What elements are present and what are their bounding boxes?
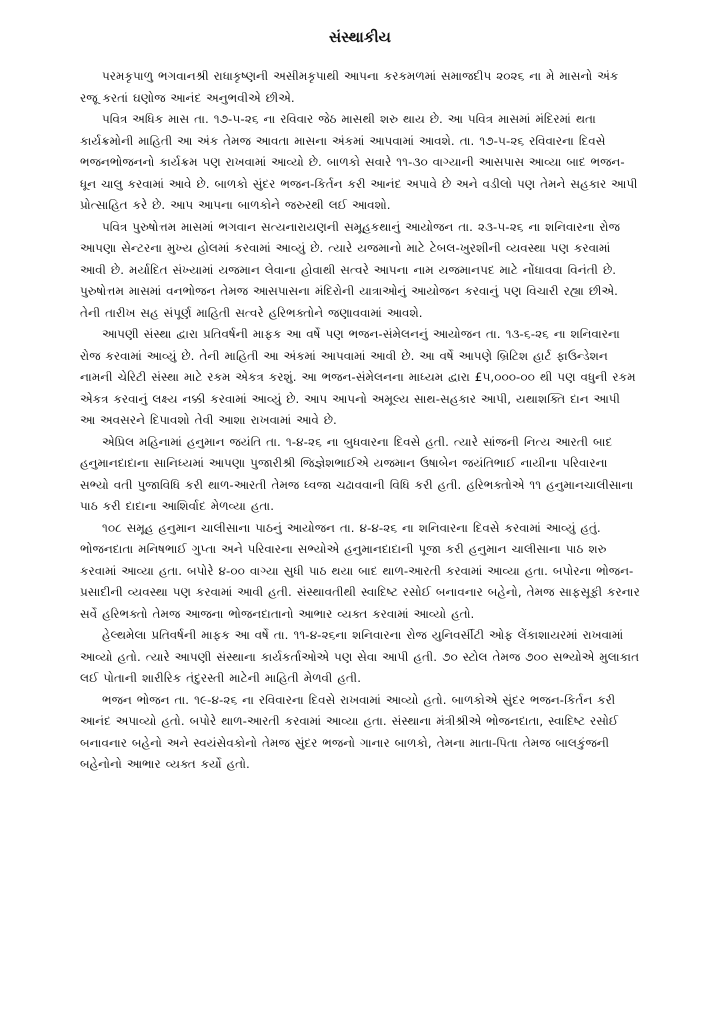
paragraph-satyanarayan-katha: પવિત્ર પુરુષોત્તમ માસમાં ભગવાન સત્યનારાયણની સમૂહકથાનું આયોજન તા. ૨૩-૫-૨૬ ના શનિવારના રોજ આપણા સેન્ટરના મુખ્ય હોલમાં કરવામાં આવ્યું છે. ત્યારે યજમાનો માટે ટેબલ-ખુરશીની વ્યવસ્થા પણ કરવામાં આવી છે. મર્યાદિત સંખ્યામાં યજમાન લેવાના હોવાથી સત્વરે આપના નામ યજમાનપદ માટે નોંધાવવા વિનંતી છે. પુરુષોત્તમ માસમાં વનભોજન તેમજ આસપાસના મંદિરોની યાત્રાઓનું આયોજન કરવાનું પણ વિચારી રહ્યા છીએ. તેની તારીખ સહ સંપૂર્ણ માહિતી સત્વરે હરિભક્તોને જણાવવામાં આવશે. [80, 219, 620, 320]
page-title: સંસ્થાકીય [329, 28, 391, 46]
paragraph-intro: પરમકૃપાળુ ભગવાનશ્રી રાધાકૃષ્ણની અસીમકૃપાથી આપના કરકમળમાં સમાજદીપ ૨૦૨૬ ના મે માસનો અંક રજૂ કરતાં ઘણોજ આનંદ અનુભવીએ છીએ. [80, 69, 619, 105]
paragraph-adhik-maas: પવિત્ર અધિક માસ તા. ૧૭-૫-૨૬ ના રવિવાર જેઠ માસથી શરુ થાય છે. આ પવિત્ર માસમાં મંદિરમાં થતા કાર્યક્રમોની માહિતી આ અંક તેમજ આવતા માસના અંકમાં આપવામાં આવશે. તા. ૧૭-૫-૨૬ રવિવારના દિવસે ભજનભોજનનો કાર્યક્રમ પણ રાખવામાં આવ્યો છે. બાળકો સવારે ૧૧-૩૦ વાગ્યાની આસપાસ આવ્યા બાદ ભજન-ધૂન ચાલુ કરવામાં આવે છે. બાળકો સુંદર ભજન-કિર્તન કરી આનંદ અપાવે છે અને વડીલો પણ તેમને સહકાર આપી પ્રોત્સાહિત કરે છે. આપ આપના બાળકોને જરુરથી લઈ આવશો. [80, 112, 638, 212]
paragraph-hanuman-chalisa: ૧૦૮ સમૂહ હનુમાન ચાલીસાના પાઠનું આયોજન તા. ૪-૪-૨૬ ના શનિવારના દિવસે કરવામાં આવ્યું હતું. ભોજનદાતા મનિષભાઈ ગુપ્તા અને પરિવારના સભ્યોએ હનુમાનદાદાની પૂજા કરી હનુમાન ચાલીસાના પાઠ શરુ કરવામાં આવ્યા હતા. બપોરે ૪-૦૦ વાગ્યા સુધી પાઠ થયા બાદ થાળ-આરતી કરવામાં આવ્યા હતા. બપોરના ભોજન-પ્રસાદીની વ્યવસ્થા પણ કરવામાં આવી હતી. સંસ્થાવતીથી સ્વાદિષ્ટ રસોઈ બનાવનાર બહેનો, તેમજ સાફસૂફી કરનાર સર્વે હરિભક્તો તેમજ આજના ભોજનદાતાનો આભાર વ્યક્ત કરવામાં આવ્યો હતો. [80, 520, 640, 621]
paragraph-health-mela: હેલ્થમેલા પ્રતિવર્ષની માફક આ વર્ષે તા. ૧૧-૪-૨૬ના શનિવારના રોજ યુનિવર્સીટી ઓફ લેંકાશાયરમાં રાખવામાં આવ્યો હતો. ત્યારે આપણી સંસ્થાના કાર્યકર્તાઓએ પણ સેવા આપી હતી. ૭૦ સ્ટોલ તેમજ ૭૦૦ સભ્યોએ મુલાકાત લઈ પોતાની શારીરિક તંદુરસ્તી માટેની માહિતી મેળવી હતી. [80, 628, 640, 685]
paragraph-bhajan-sammelan: આપણી સંસ્થા દ્વારા પ્રતિવર્ષની માફક આ વર્ષે પણ ભજન-સંમેલનનું આયોજન તા. ૧૩-૬-૨૬ ના શનિવારના રોજ કરવામાં આવ્યું છે. તેની માહિતી આ અંકમાં આપવામાં આવી છે. આ વર્ષે આપણે બ્રિટિશ હાર્ટ ફાઉન્ડેશન નામની ચેરિટી સંસ્થા માટે રકમ એકત્ર કરશું. આ ભજન-સંમેલનના માધ્યમ દ્વારા £૫,૦૦૦-૦૦ થી પણ વધુની રકમ એકત્ર કરવાનું લક્ષ્ય નક્કી કરવામાં આવ્યું છે. આપ આપનો અમૂલ્ય સાથ-સહકાર આપી, યથાશક્તિ દાન આપી આ અવસરને દિપાવશો તેવી આશા રાખવામાં આવે છે. [80, 327, 636, 427]
paragraph-bhajan-bhojan: ભજન ભોજન તા. ૧૯-૪-૨૬ ના રવિવારના દિવસે રાખવામાં આવ્યો હતો. બાળકોએ સુંદર ભજન-કિર્તન કરી આનંદ અપાવ્યો હતો. બપોરે થાળ-આરતી કરવામાં આવ્યા હતા. સંસ્થાના મંત્રીશ્રીએ ભોજનદાતા, સ્વાદિષ્ટ રસોઈ બનાવનાર બહેનો અને સ્વયંસેવકોનો તેમજ સુંદર ભજનો ગાનાર બાળકો, તેમના માતા-પિતા તેમજ બાલકુંજની બહેનોનો આભાર વ્યક્ત કર્યો હતો. [80, 692, 619, 771]
paragraph-hanuman-jayanti: એપ્રિલ મહિનામાં હનુમાન જયંતિ તા. ૧-૪-૨૬ ના બુધવારના દિવસે હતી. ત્યારે સાંજની નિત્ય આરતી બાદ હનુમાનદાદાના સાનિધ્યમાં આપણા પુજારીશ્રી જિજ્ઞેશભાઈએ યજમાન ઉષાબેન જયંતિભાઈ નાયીના પરિવારના સભ્યો વતી પુજાવિધિ કરી થાળ-આરતી તેમજ ધ્વજા ચઢાવવાની વિધિ કરી હતી. હરિભક્તોએ ૧૧ હનુમાનચાલીસાના પાઠ કરી દાદાના આશિર્વાદ મેળવ્યા હતા. [80, 434, 634, 513]
document-page [80, 28, 640, 776]
